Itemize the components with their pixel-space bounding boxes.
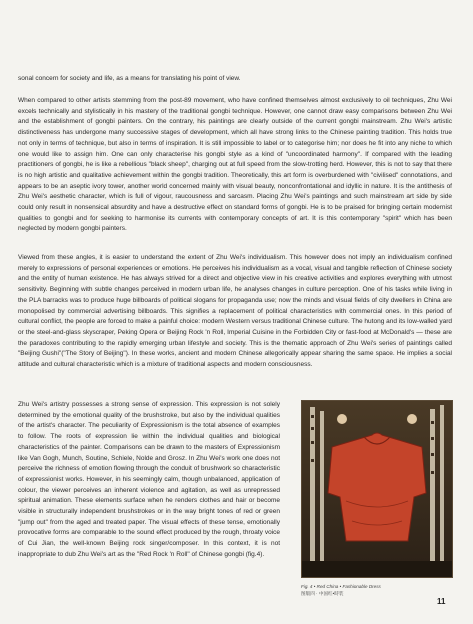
paragraph-intro-fragment: sonal concern for society and life, as a means for translating his point of view. bbox=[18, 75, 241, 82]
figure-painting-red-china bbox=[301, 400, 453, 578]
figure-caption bbox=[301, 583, 451, 597]
figure-caption-chinese: 图版四 · 中国红•時装 bbox=[301, 591, 344, 596]
paragraph-gongbi-comparison: When compared to other artists stemming from the post-89 movement, who have confined themselves almost exclusively to oil techniques, Zhu Wei excels technically and stylistically in his mastery of the traditional gongbi technique. However, one cannot draw easy comparisons between Zhu Wei and the establishment of gongbi painters. On the contrary, his paintings are clearly outside of the current gongbi mainstream. Zhu Wei's artistic distinctiveness has undergone many successive stages of development, which all have strong links to the Chinese painting tradition. This holds true not only in terms of technique, but also in terms of inspiration. It is still impossible to label or to categorise him; nor does he fit into any niche to which one would like to assign him. One can only characterise his gongbi style as a kind of "uncoordinated harmony". If compared with the leading practitioners of gongbi, he is like a rebellious "black sheep", charging out at full speed from the slow-trotting herd. However, this is not to say that there is no high artistic and qualitative achievement within the gongbi tradition. Theoretically, this art form is overburdened with "civilised" connotations, and appears to be an aseptic ivory tower, another world concerned mainly with visual beauty, nonconfrontational and idyllic in nature. It is the antithesis of Zhu Wei's aesthetic character, which is full of vigour, raucousness and sarcasm. Placing Zhu Wei's paintings and such mainstream art side by side could only result in nonsensical absurdity and have a destructive effect on standard forms of gongbi. He is to be praised for bringing certain modernist qualities to gongbi and for seeking to harmonise its currents with contemporary concepts of art. It is this contemporary "spirit" which has been neglected by modern gongbi painters. bbox=[18, 97, 452, 233]
figure-caption-english: Fig. 4 • Red China • Fashionable Dress bbox=[301, 584, 381, 589]
paragraph-individualism: Viewed from these angles, it is easier to understand the extent of Zhu Wei's individualism. This however does not imply an individualism confined merely to expressions of personal experiences or emotions. He perceives his individualism as a vocal, visual and tangible reflection of Chinese society and the entity of human existence. He has always strived for a direct and objective view in his creative activities and explores everything with utmost sensitivity. Beginning with subtle changes perceived in modern urban life, he analyses changes in culture perception. One of his tasks while living in the PLA barracks was to produce huge billboards of political slogans for propaganda use; now the minds and visual fields of city dwellers in China are monopolised by commercial advertising billboards. This signifies a replacement of political characteristics with commercial ones. In this period of cultural conflict, the people are forced to make a painful choice: modern Western versus traditional Chinese culture. The hutong and its low-walled yard or the steel-and-glass skyscraper, Peking Opera or Beijing Rock 'n Roll, Imperial Cuisine in the Forbidden City or fast-food at McDonald's — these are the paradoxes contributing to the rapidly emerging urban lifestyle and society. This is the thematic approach of Zhu Wei's series of paintings called "Beijing Gushi"("The Story of Beijing"). In these works, ancient and modern Chinese allegorically appear sharing the same space. He implies a social attitude and cultural characteristic which is a mixture of traditional aspects and modern consciousness. bbox=[18, 254, 452, 369]
paragraph-expression: Zhu Wei's artistry possesses a strong sense of expression. This expression is not solely determined by the emotional quality of the brushstroke, but also by the individual qualities of the artist's character. The peculiarity of Expressionism is the total absence of examples to follow. The roots of expression lie within the individual qualities and biological characteristics of the painter. Comparisons can be drawn to the masters of Expressionism like Van Gogh, Munch, Soutine, Schiele, Nolde and Grosz. In Zhu Wei's work one does not perceive the richness of emotion flowing through the conduit of brushwork so characteristic of expressionist works. However, in his seemingly calm, though unbalanced, application of colour, the viewer perceives an inherent violence and agitation, as well as unrepressed spiritual animation. These elements surface when he renders clothes and hair or become visible in structurally independent brushstrokes or in the way bright tones of red or green "jump out" from the aged and treated paper. The visual effects of these tense, emotionally provocative forms are comparable to the sound effect produced by the rough, throaty voice of Cui Jian, the well-known Beijing rock singer/composer. In this context, it is not inappropriate to dub Zhu Wei's art as the "Red Rock 'n Roll" of Chinese gongbi (fig.4). bbox=[18, 401, 280, 558]
painting-illustration bbox=[302, 401, 452, 577]
page-number: 11 bbox=[437, 597, 446, 606]
